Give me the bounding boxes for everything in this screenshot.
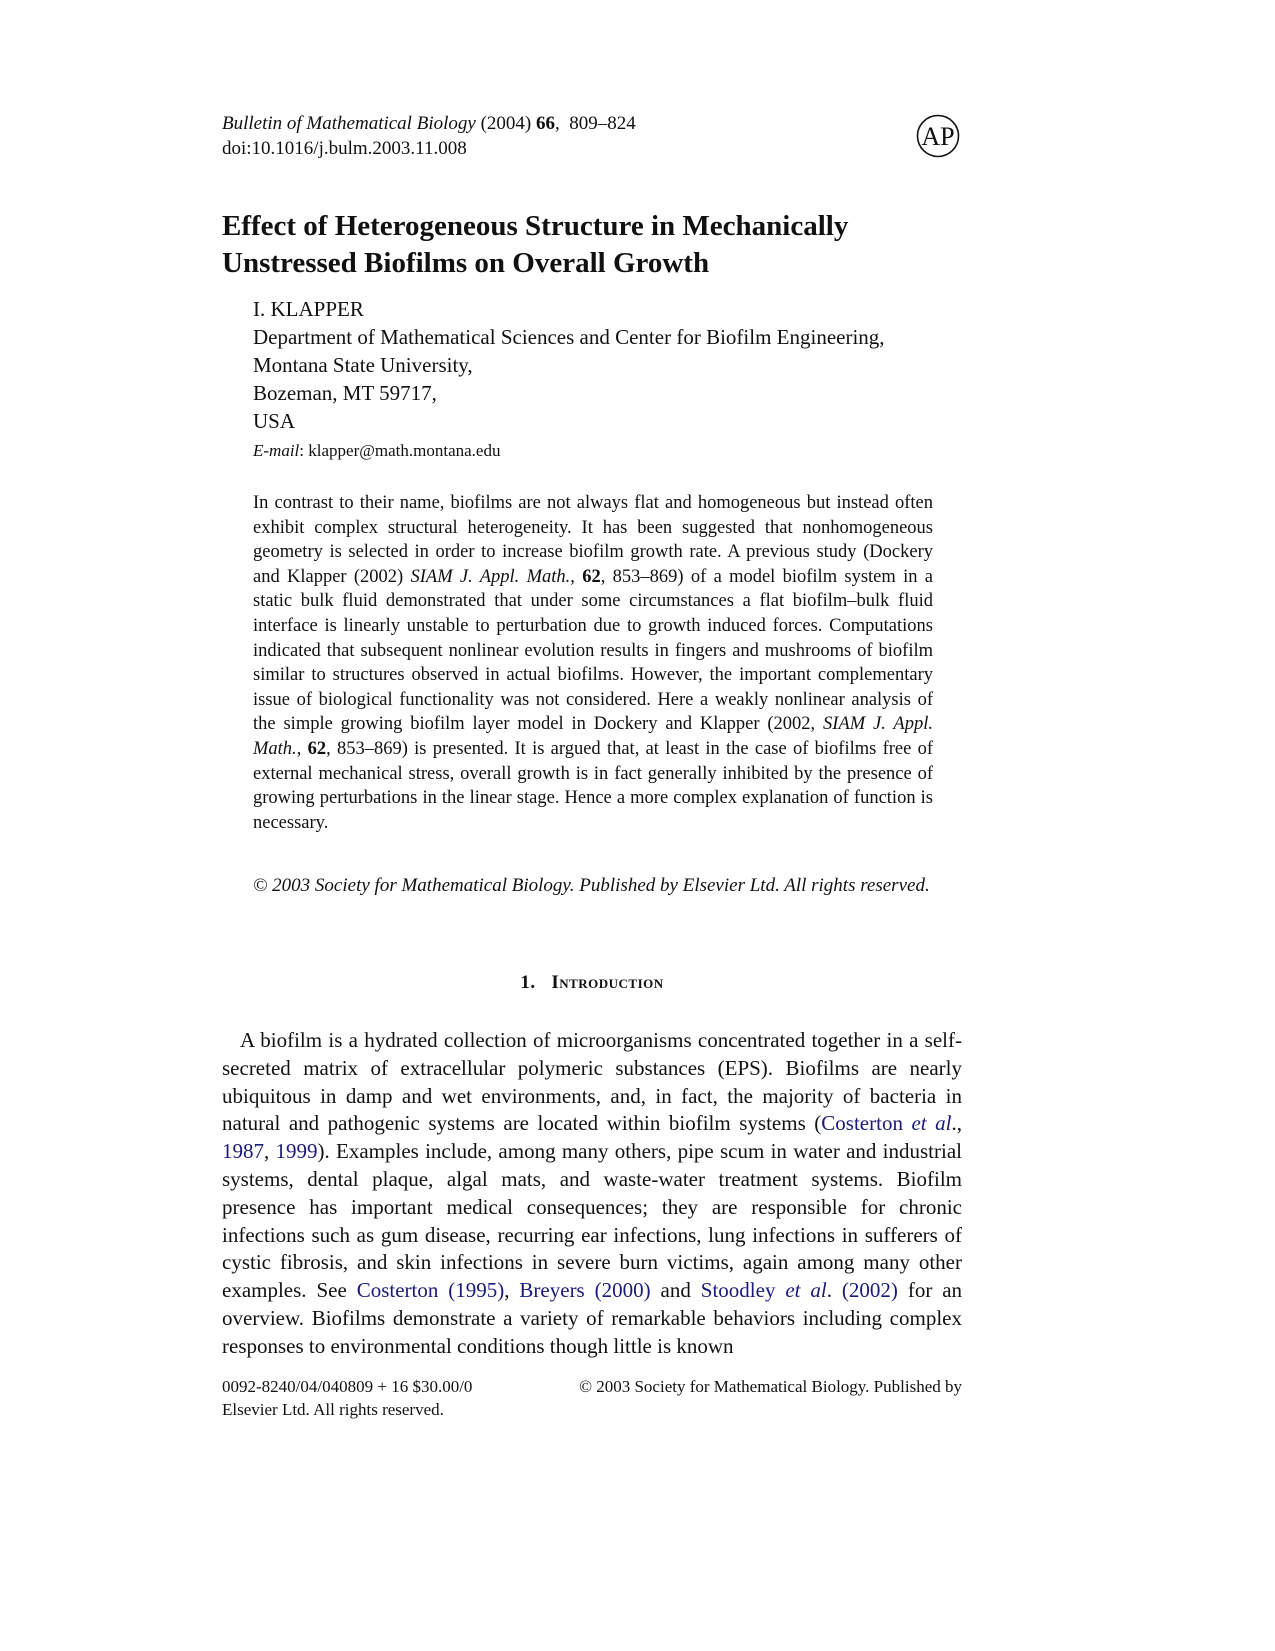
author-block — [253, 295, 973, 435]
author-name: I. KLAPPER — [253, 297, 364, 321]
affiliation-line-1: Department of Mathematical Sciences and Center for Biofilm Engineering, — [253, 325, 885, 349]
journal-citation: Bulletin of Mathematical Biology (2004) 66, 809–824 — [222, 113, 636, 134]
title-line-1: Effect of Heterogeneous Structure in Mechanically — [222, 210, 849, 242]
email-label: E-mail — [253, 441, 300, 460]
cite-1987[interactable]: 1987 — [222, 1139, 264, 1164]
paper-title — [222, 208, 982, 282]
intro-text-1: A biofilm is a hydrated collection of microorganisms concentrated together in a self-secreted matrix of extracellular polymeric substances (EPS). Biofilms are nearly ubiquitous in damp and wet environments, and, in fact, the majority of bacteria in natural and pathogenic systems are located within biofilm systems ( — [222, 1028, 962, 1136]
abstract-cite-2-volume: 62 — [307, 738, 327, 759]
intro-and: and — [660, 1278, 691, 1303]
abstract-text-3: , 853–869) is presented. It is argued that, at least in the case of biofilms free of external mechanical stress, overall growth is in fact generally inhibited by the presence of growing perturbations in the linear stage. Hence a more complex explanation of function is necessary. — [253, 738, 933, 833]
cite-stoodley-year[interactable]: (2002) — [841, 1278, 898, 1303]
section-heading — [222, 972, 962, 994]
intro-text-2: ). Examples include, among many others, pipe scum in water and industrial systems, dental plaque, algal mats, and waste-water treatment systems. Biofilm presence has important medical consequences; they are responsible for chronic infections such as gum disease, recurring ear infections, lung infections in sufferers of cystic fibrosis, and skin infections in severe burn victims, again among many other examples. See — [222, 1139, 963, 1303]
journal-year: (2004) — [480, 113, 532, 134]
cite-breyers-year[interactable]: (2000) — [594, 1278, 651, 1303]
doi[interactable]: doi:10.1016/j.bulm.2003.11.008 — [222, 138, 467, 159]
section-title: Introduction — [551, 972, 664, 993]
cite-stoodley-etal[interactable]: et al — [785, 1278, 827, 1303]
footer-issn: 0092-8240/04/040809 + 16 $30.00/0 — [222, 1377, 473, 1396]
abstract-cite-1-volume: 62 — [582, 566, 601, 587]
email-address[interactable]: klapper@math.montana.edu — [308, 441, 501, 460]
cite-costerton-sep: ., — [951, 1111, 963, 1136]
title-line-2: Unstressed Biofilms on Overall Growth — [222, 247, 710, 279]
page-footer — [222, 1375, 962, 1421]
logo-text: AP — [921, 122, 955, 151]
publisher-logo — [916, 114, 960, 158]
journal-name: Bulletin of Mathematical Biology — [222, 113, 476, 134]
journal-volume: 66 — [535, 113, 555, 134]
footer-line-2: Elsevier Ltd. All rights reserved. — [222, 1400, 444, 1419]
footer-copyright: © 2003 Society for Mathematical Biology. Published by — [579, 1377, 962, 1396]
cite-costerton-1995-year[interactable]: (1995) — [448, 1278, 505, 1303]
abstract-cite-1-journal: SIAM J. Appl. Math. — [410, 566, 571, 587]
intro-paragraph: A biofilm is a hydrated collection of microorganisms concentrated together in a self-secreted matrix of extracellular polymeric substances (EPS). Biofilms are nearly ubiquitous in damp and wet environments, and, in fact, the majority of bacteria in natural and pathogenic systems are located within biofilm systems (Costerton et al., 1987, 1999). Examples include, among many others, pipe scum in water and industrial systems, dental plaque, algal mats, and waste-water treatment systems. Biofilm presence has important medical consequences; they are responsible for chronic infections such as gum disease, recurring ear infections, lung infections in sufferers of cystic fibrosis, and skin infections in severe burn victims, again among many other examples. See Costerton (1995), Breyers (2000) and Stoodley et al. (2002) for an overview. Biofilms demonstrate a variety of remarkable behaviors including complex responses to environmental conditions though little is known — [222, 1028, 963, 1358]
cite-1999[interactable]: 1999 — [275, 1139, 318, 1164]
cite-costerton[interactable]: Costerton — [821, 1111, 903, 1136]
journal-pages: 809–824 — [569, 113, 636, 134]
cite-costerton-1995-author[interactable]: Costerton — [356, 1278, 439, 1303]
author-email: E-mail: klapper@math.montana.edu — [253, 441, 501, 460]
section-number: 1. — [520, 972, 536, 993]
abstract-text-2: , 853–869) of a model biofilm system in a static bulk fluid demonstrated that under some circumstances a flat biofilm–bulk fluid interface is linearly unstable to perturbation due to growth induced forces. Computations indicated that subsequent nonlinear evolution results in fingers and mushrooms of biofilm similar to structures observed in actual biofilms. However, the important complementary issue of biological functionality was not considered. Here a weakly nonlinear analysis of the simple growing biofilm layer model in Dockery and Klapper (2002, — [253, 566, 933, 735]
cite-stoodley-author[interactable]: Stoodley — [700, 1278, 776, 1303]
cite-comma: , — [264, 1139, 270, 1164]
affiliation-line-2: Montana State University, — [253, 353, 473, 377]
cite-stoodley-dot: . — [826, 1278, 833, 1303]
abstract: In contrast to their name, biofilms are not always flat and homogeneous but instead often exhibit complex structural heterogeneity. It has been suggested that nonhomogeneous geometry is selected in order to increase biofilm growth rate. A previous study (Dockery and Klapper (2002) SIAM J. Appl. Math., 62, 853–869) of a model biofilm system in a static bulk fluid demonstrated that under some circumstances a flat biofilm–bulk fluid interface is linearly unstable to perturbation due to growth induced forces. Computations indicated that subsequent nonlinear evolution results in fingers and mushrooms of biofilm similar to structures observed in actual biofilms. However, the important complementary issue of biological functionality was not considered. Here a weakly nonlinear analysis of the simple growing biofilm layer model in Dockery and Klapper (2002, SIAM J. Appl. Math., 62, 853–869) is presented. It is argued that, at least in the case of biofilms free of external mechanical stress, overall growth is in fact generally inhibited by the presence of growing perturbations in the linear stage. Hence a more complex explanation of function is necessary. — [253, 493, 933, 833]
abstract-copyright: © 2003 Society for Mathematical Biology. Published by Elsevier Ltd. All rights reserved. — [253, 875, 930, 896]
abstract-text-1: In contrast to their name, biofilms are not always flat and homogeneous but instead often exhibit complex structural heterogeneity. It has been suggested that nonhomogeneous geometry is selected in order to increase biofilm growth rate. A previous study (Dockery and Klapper (2002) — [253, 493, 933, 587]
affiliation-line-4: USA — [253, 409, 296, 433]
cite-breyers-author[interactable]: Breyers — [519, 1278, 585, 1303]
cite-costerton-etal[interactable]: et al — [911, 1111, 952, 1136]
affiliation-line-3: Bozeman, MT 59717, — [253, 381, 437, 405]
abstract-cite-2-journal: SIAM J. Appl. Math. — [253, 714, 933, 759]
intro-text-3: for an overview. Biofilms demonstrate a variety of remarkable behaviors including complex responses to environmental conditions though little is known — [222, 1278, 963, 1358]
